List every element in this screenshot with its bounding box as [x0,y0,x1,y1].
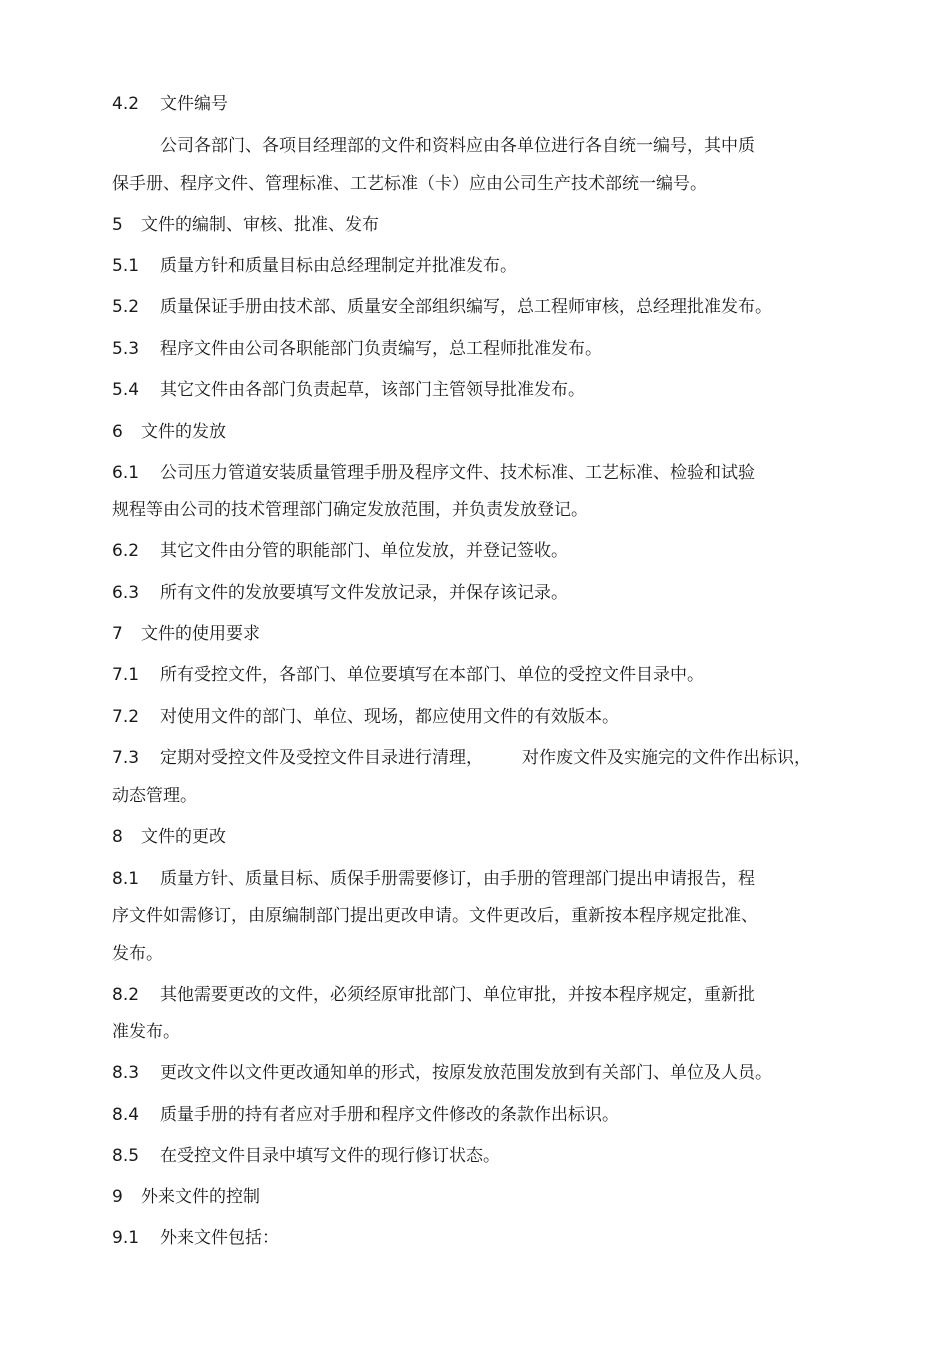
clause-text: 质量方针和质量目标由总经理制定并批准发布。 [160,256,517,276]
section-title: 外来文件的控制 [141,1187,260,1207]
clause-text: 程序文件由公司各职能部门负责编写，总工程师批准发布。 [160,339,602,359]
clause-number: 8.5 [112,1146,140,1166]
paragraph-text: 准发布。 [112,1022,180,1042]
clause-number: 7.1 [112,665,140,685]
section-number: 4.2 [112,94,140,114]
clause-number: 5.1 [112,256,140,276]
clause-text: 其它文件由分管的职能部门、单位发放，并登记签收。 [160,541,568,561]
paragraph-text: 序文件如需修订，由原编制部门提出更改申请。文件更改后，重新按本程序规定批准、 [112,906,758,926]
section-title: 文件编号 [160,94,228,114]
clause-text: 公司压力管道安装质量管理手册及程序文件、技术标准、工艺标准、检验和试验 [160,463,755,483]
clause-number: 5.4 [112,380,140,400]
clause-text: 质量保证手册由技术部、质量安全部组织编写，总工程师审核，总经理批准发布。 [160,297,772,317]
clause-number: 7.2 [112,707,140,727]
clause-text: 对使用文件的部门、单位、现场，都应使用文件的有效版本。 [160,707,619,727]
section-number: 6 [112,422,123,442]
paragraph-text: 动态管理。 [112,786,197,806]
clause-text: 所有文件的发放要填写文件发放记录，并保存该记录。 [160,583,568,603]
clause-number: 6.3 [112,583,140,603]
section-title: 文件的使用要求 [141,624,260,644]
clause-number: 8.2 [112,985,140,1005]
clause-text: 质量方针、质量目标、质保手册需要修订，由手册的管理部门提出申请报告，程 [160,869,755,889]
paragraph-text: 规程等由公司的技术管理部门确定发放范围，并负责发放登记。 [112,500,588,520]
clause-text: 质量手册的持有者应对手册和程序文件修改的条款作出标识。 [160,1105,619,1125]
clause-text: 所有受控文件，各部门、单位要填写在本部门、单位的受控文件目录中。 [160,665,704,685]
clause-number: 8.1 [112,869,140,889]
clause-number: 7.3 [112,748,140,768]
clause-text: 外来文件包括： [160,1228,279,1248]
section-number: 5 [112,215,123,235]
clause-number: 6.2 [112,541,140,561]
clause-text: 其它文件由各部门负责起草，该部门主管领导批准发布。 [160,380,585,400]
clause-number: 6.1 [112,463,140,483]
section-title: 文件的发放 [141,422,226,442]
clause-text: 更改文件以文件更改通知单的形式，按原发放范围发放到有关部门、单位及人员。 [160,1063,772,1083]
clause-text-continued: 对作废文件及实施完的文件作出标识， [522,748,811,768]
section-title: 文件的更改 [141,827,226,847]
section-number: 9 [112,1187,123,1207]
clause-text: 在受控文件目录中填写文件的现行修订状态。 [160,1146,500,1166]
clause-number: 8.3 [112,1063,140,1083]
clause-text: 其他需要更改的文件，必须经原审批部门、单位审批，并按本程序规定，重新批 [160,985,755,1005]
section-title: 文件的编制、审核、批准、发布 [141,215,379,235]
paragraph-text: 发布。 [112,944,163,964]
clause-number: 5.3 [112,339,140,359]
clause-number: 5.2 [112,297,140,317]
section-number: 7 [112,624,123,644]
paragraph-text: 保手册、程序文件、管理标准、工艺标准（卡）应由公司生产技术部统一编号。 [112,174,707,194]
clause-text: 定期对受控文件及受控文件目录进行清理， [160,748,483,768]
section-number: 8 [112,827,123,847]
clause-number: 8.4 [112,1105,140,1125]
clause-number: 9.1 [112,1228,140,1248]
paragraph-text: 公司各部门、各项目经理部的文件和资料应由各单位进行各自统一编号，其中质 [160,136,755,156]
